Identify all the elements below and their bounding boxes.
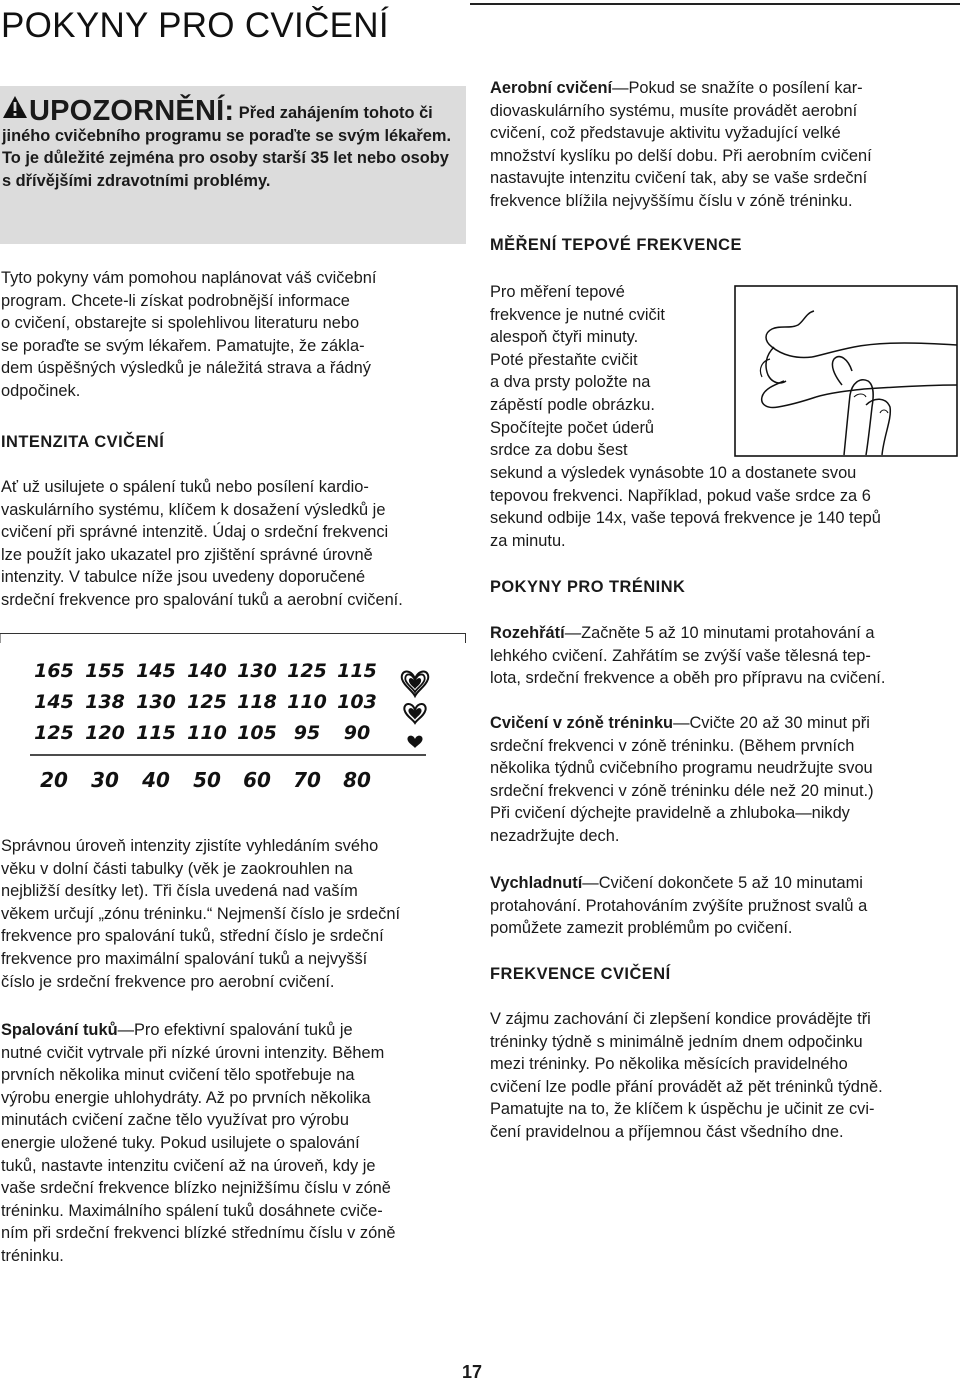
zone-line: Správnou úroveň intenzity zjistíte vyhledáním svého — [1, 837, 379, 855]
heart-rate-cell: 165 — [34, 660, 74, 682]
intensity-line: Ať už usilujete o spálení tuků nebo posílení kardio- — [1, 478, 369, 496]
heart-rate-cell: 90 — [343, 722, 371, 744]
measuring-line: a dva prsty položte na — [490, 373, 651, 392]
intensity-paragraph — [1, 476, 467, 612]
warning-body: Před zahájením tohoto či jiného cvičebního programu se poraďte se svým lékařem. To je důležité zejména pro osoby starší 35 let nebo osoby s dřívějšími zdravotními problémy. — [2, 104, 452, 190]
fat-burning-line: prvních několika minut cvičení tělo spotřebuje na — [1, 1066, 355, 1085]
zone-training-line: —Cvičte 20 až 30 minut při — [673, 714, 870, 732]
measuring-line: zápěstí podle obrázku. — [490, 395, 655, 414]
frequency-line: mezi tréninky. Po několika měsících pravidelného — [490, 1055, 848, 1074]
warning-triangle-icon — [2, 95, 28, 119]
heart-double-icon — [404, 704, 425, 723]
aerobic-label: Aerobní cvičení — [490, 79, 613, 97]
heart-rate-cell: 103 — [337, 691, 377, 713]
heart-rate-cell: 105 — [237, 722, 277, 744]
age-cell: 70 — [293, 768, 321, 792]
age-cell: 20 — [40, 768, 68, 792]
intro-line: program. Chcete-li získat podrobnější informace — [1, 291, 350, 310]
zone-line: frekvence pro maximální spalování tuků a nejvyšší — [1, 949, 368, 968]
intensity-line: lze použít jako ukazatel pro zjištění správné úrovně — [1, 545, 373, 564]
heart-rate-cell: 138 — [85, 691, 125, 713]
intensity-line: intenzity. V tabulce níže jsou uvedeny doporučené — [1, 568, 366, 587]
measuring-paragraph — [490, 462, 958, 552]
frequency-paragraph — [490, 1008, 958, 1144]
warmup-line: —Začněte 5 až 10 minutami protahování a — [564, 624, 875, 642]
aerobic-line: diovaskulárního systému, musíte provádět aerobní — [490, 101, 858, 120]
heart-rate-cell: 115 — [337, 660, 377, 682]
fat-burning-line: nutné cvičit vytrvale při nízké úrovni intenzity. Během — [1, 1043, 385, 1062]
intro-line: se poraďte se svým lékařem. Pamatujte, že zákla- — [1, 336, 365, 355]
cooldown-line: pomůžete zamezit problémům po cvičení. — [490, 919, 793, 938]
heart-rate-table — [0, 633, 466, 809]
heart-icon — [407, 736, 422, 748]
frequency-line: čení pravidelnou a příjemnou část všedního dne. — [490, 1122, 844, 1141]
measuring-line: za minutu. — [490, 531, 566, 550]
zone-explanation-paragraph — [1, 835, 467, 993]
warmup-line: lota, srdeční frekvence a oběh pro přípravu na cvičení. — [490, 669, 886, 688]
training-heading: POKYNY PRO TRÉNINK — [490, 578, 686, 596]
zone-training-paragraph — [490, 712, 958, 848]
intensity-heading: INTENZITA CVIČENÍ — [1, 433, 165, 451]
zone-training-line: několika týdnů cvičebního programu neudržujte svou — [490, 759, 873, 778]
fat-burning-line: tréninku. Maximálního spálení tuků dosáhnete cviče- — [1, 1201, 383, 1220]
measuring-short-paragraph — [490, 281, 730, 462]
heart-rate-cell: 145 — [136, 660, 176, 682]
heart-rate-cell: 140 — [187, 660, 227, 682]
measuring-line: Spočítejte počet úderů — [490, 418, 655, 437]
fat-burning-line: tuků, nastavte intenzitu cvičení až na úroveň, kdy je — [1, 1156, 376, 1175]
frequency-line: cvičení lze podle přání provádět až pět tréninků týdně. — [490, 1077, 883, 1096]
age-cell: 80 — [343, 768, 371, 792]
measuring-line: srdce za dobu šest — [490, 441, 628, 460]
heart-rate-cell: 110 — [287, 691, 327, 713]
zone-training-label: Cvičení v zóně tréninku — [490, 714, 674, 732]
frequency-heading: FREKVENCE CVIČENÍ — [490, 965, 671, 983]
cooldown-line: protahování. Protahováním zvýšíte pružnost svalů a — [490, 896, 868, 915]
fat-burning-line: minutách cvičení začne tělo využívat pro výrobu — [1, 1111, 350, 1130]
zone-line: věkem určují „zónu tréninku.“ Nejmenší číslo je srdeční — [1, 904, 400, 923]
heart-rate-cell: 110 — [187, 722, 227, 744]
heart-rate-cell: 130 — [237, 660, 277, 682]
zone-line: nejbližší desítky let). Tři čísla uvedená nad vaším — [1, 882, 358, 901]
heart-rate-cell: 125 — [187, 691, 227, 713]
cooldown-paragraph — [490, 872, 958, 940]
zone-training-line: nezadržujte dech. — [490, 826, 620, 845]
aerobic-line: —Pokud se snažíte o posílení kar- — [612, 79, 863, 97]
warmup-line: lehkého cvičení. Zahřátím se zvýší vaše tělesná tep- — [490, 646, 871, 665]
zone-line: věku v dolní části tabulky (věk je zaokrouhlen na — [1, 859, 353, 878]
fat-burning-paragraph — [1, 1019, 467, 1268]
measuring-line: sekund a výsledek vynásobte 10 a dostanete svou — [490, 464, 857, 482]
warmup-paragraph — [490, 622, 958, 690]
aerobic-paragraph — [490, 77, 958, 213]
intensity-line: cvičení při správné intenzitě. Údaj o srdeční frekvenci — [1, 523, 389, 542]
fat-burning-line: výrobu energie uhlohydráty. Až po prvních několika — [1, 1088, 371, 1107]
heart-rate-cell: 155 — [85, 660, 125, 682]
heart-triple-icon — [402, 671, 428, 696]
aerobic-line: cvičení, což představuje aktivitu vyžadující velké — [490, 124, 841, 143]
intro-line: o cvičení, obstarejte si spolehlivou literaturu nebo — [1, 314, 360, 333]
frequency-line: V zájmu zachování či zlepšení kondice provádějte tři — [490, 1010, 871, 1028]
heart-rate-cell: 120 — [85, 722, 125, 744]
heart-rate-cell: 118 — [237, 691, 277, 713]
fat-burning-label: Spalování tuků — [1, 1021, 118, 1039]
fat-burning-line: ním při srdeční frekvenci blízké střednímu číslu v zóně — [1, 1224, 396, 1243]
heart-rate-cell: 125 — [287, 660, 327, 682]
measuring-line: alespoň čtyři minuty. — [490, 328, 639, 347]
page-title: POKYNY PRO CVIČENÍ — [1, 6, 389, 45]
aerobic-line: nastavujte intenzitu cvičení tak, aby se vaše srdeční — [490, 169, 868, 188]
measuring-line: sekund odbije 14x, vaše tepová frekvence je 140 tepů — [490, 509, 881, 528]
fat-burning-line: vaše srdeční frekvence blízko nejnižšímu číslu v zóně — [1, 1179, 391, 1198]
intro-line: odpočinek. — [1, 381, 81, 400]
fat-burning-line: energie uložené tuky. Pokud usilujete o spalování — [1, 1133, 360, 1152]
aerobic-line: množství kyslíku po delší dobu. Při aerobním cvičení — [490, 146, 872, 165]
zone-line: frekvence pro spalování tuků, střední číslo je srdeční — [1, 927, 384, 946]
zone-line: číslo je srdeční frekvence pro aerobní cvičení. — [1, 972, 335, 991]
zone-training-line: srdeční frekvenci v zóně tréninku déle než 20 minut.) — [490, 781, 874, 800]
age-cell: 30 — [91, 768, 119, 792]
intro-line: Tyto pokyny vám pomohou naplánovat váš cvičební — [1, 269, 377, 287]
intro-line: dem úspěšných výsledků je náležitá strava a řádný — [1, 359, 371, 378]
warning-text — [2, 95, 457, 192]
heart-rate-cell: 130 — [136, 691, 176, 713]
warmup-label: Rozehřátí — [490, 624, 565, 642]
fat-burning-line: tréninku. — [1, 1246, 64, 1265]
measuring-line: tepovou frekvenci. Například, pokud vaše srdce za 6 — [490, 486, 871, 505]
intensity-line: srdeční frekvence pro spalování tuků a aerobní cvičení. — [1, 590, 403, 609]
heart-rate-cell: 115 — [136, 722, 176, 744]
age-cell: 60 — [243, 768, 271, 792]
top-rule — [470, 3, 960, 5]
heart-rate-cell: 125 — [34, 722, 74, 744]
measuring-line: frekvence je nutné cvičit — [490, 305, 665, 324]
wrist-pulse-illustration — [734, 285, 958, 457]
page-number: 17 — [462, 1362, 483, 1382]
intro-paragraph — [1, 267, 463, 403]
fat-burning-line: —Pro efektivní spalování tuků je — [117, 1021, 353, 1039]
cooldown-label: Vychladnutí — [490, 874, 583, 892]
heart-rate-cell: 95 — [293, 722, 321, 744]
intensity-line: vaskulárního systému, klíčem k dosažení výsledků je — [1, 500, 386, 519]
measuring-line: Poté přestaňte cvičit — [490, 350, 638, 369]
age-cell: 40 — [142, 768, 170, 792]
aerobic-line: frekvence blížila nejvyššímu číslu v zóně tréninku. — [490, 191, 853, 210]
cooldown-line: —Cvičení dokončete 5 až 10 minutami — [582, 874, 863, 892]
zone-training-line: Při cvičení dýchejte pravidelně a zhluboka—nikdy — [490, 804, 850, 823]
frequency-line: Pamatujte na to, že klíčem k úspěchu je učinit ze cvi- — [490, 1100, 875, 1119]
zone-training-line: srdeční frekvenci v zóně tréninku. (Během prvních — [490, 736, 855, 755]
measuring-heading: MĚŘENÍ TEPOVÉ FREKVENCE — [490, 236, 742, 254]
measuring-line: Pro měření tepové — [490, 283, 625, 301]
heart-rate-cell: 145 — [34, 691, 74, 713]
warning-title: UPOZORNĚNÍ: — [29, 95, 235, 127]
frequency-line: tréninky týdně s minimálně jedním dnem odpočinku — [490, 1032, 863, 1051]
age-cell: 50 — [193, 768, 221, 792]
